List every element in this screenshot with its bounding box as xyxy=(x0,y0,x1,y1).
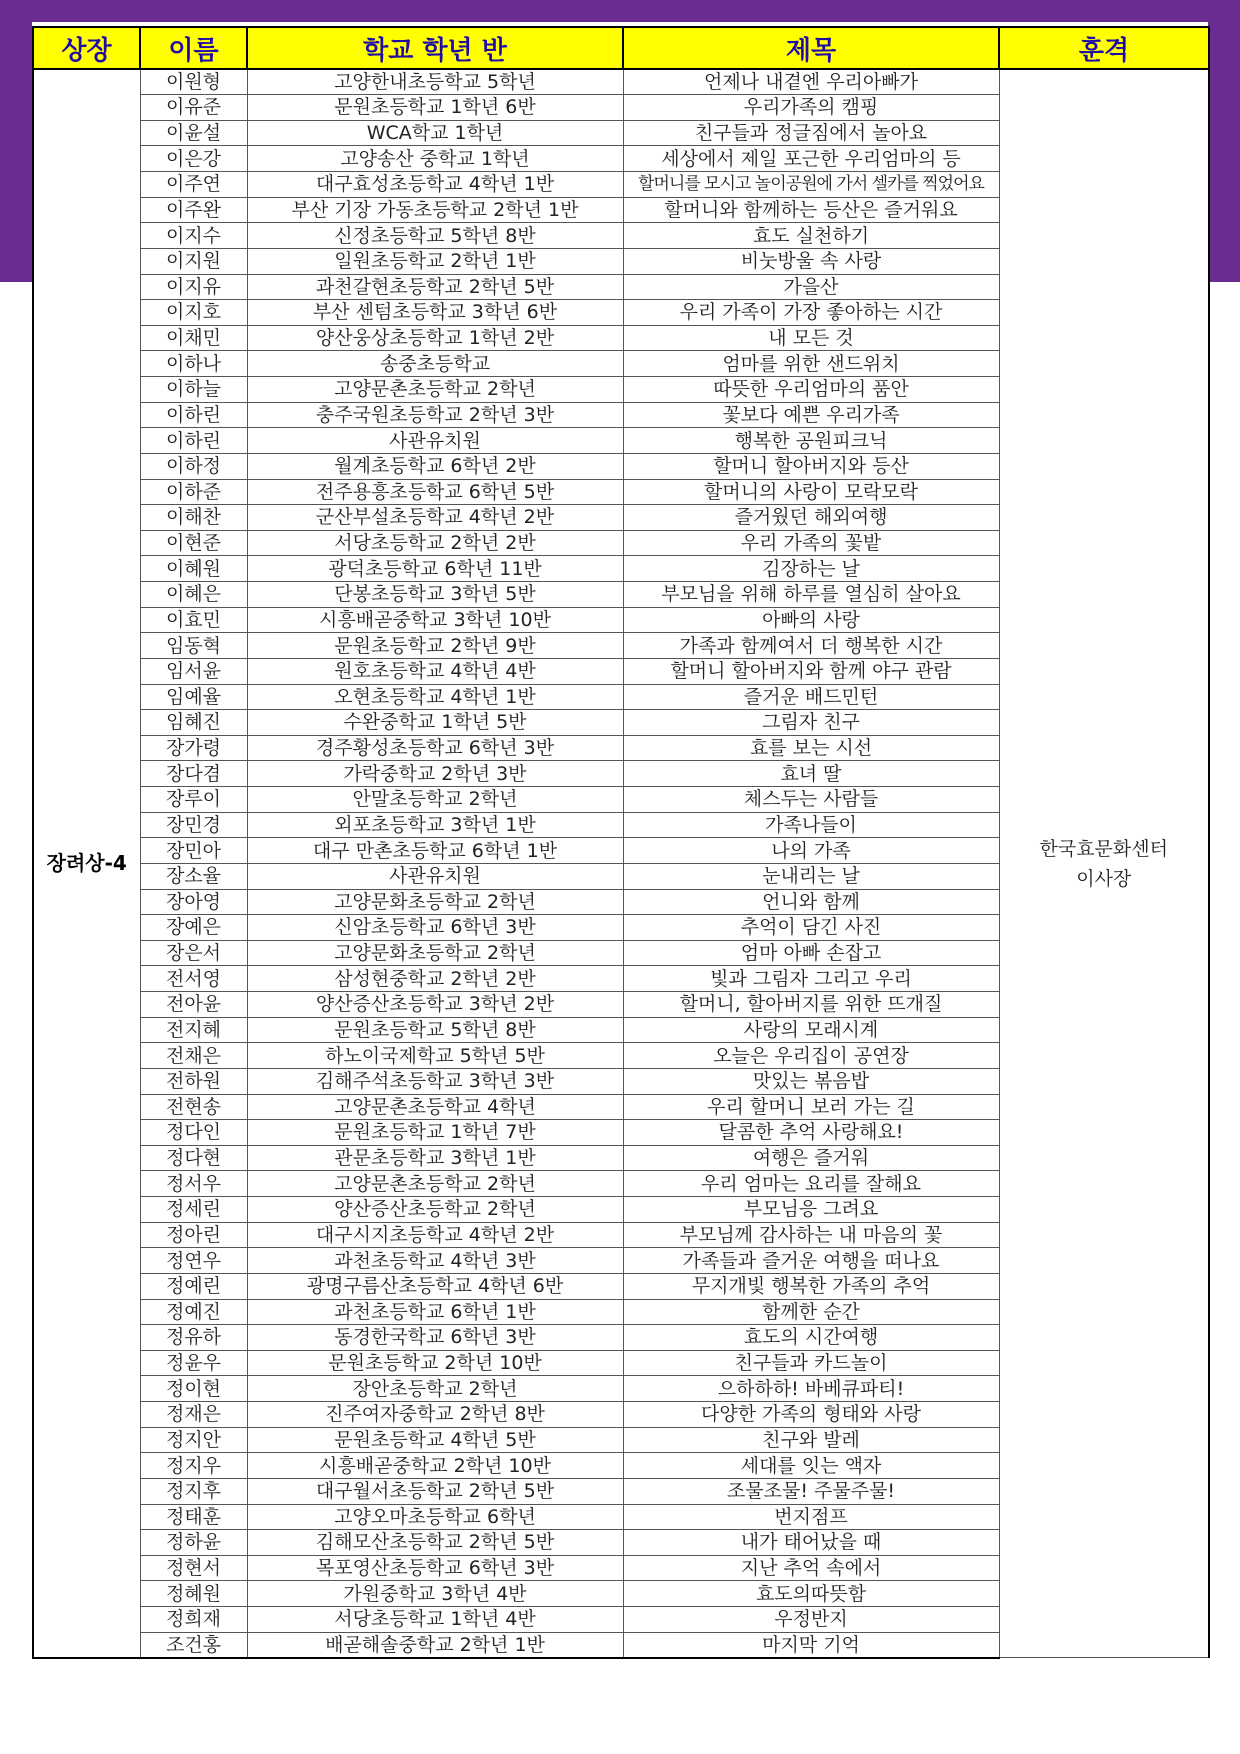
title-cell: 우리 엄마는 요리를 잘해요 xyxy=(623,1171,999,1197)
header-remark: 훈격 xyxy=(999,27,1209,69)
name-cell: 전서영 xyxy=(140,966,247,992)
name-cell: 이유준 xyxy=(140,95,247,121)
remark-position: 이사장 xyxy=(1076,867,1132,890)
name-cell: 전채은 xyxy=(140,1043,247,1069)
school-cell: 고양문화초등학교 2학년 xyxy=(247,940,623,966)
name-cell: 이주연 xyxy=(140,172,247,198)
title-cell: 할머니 할아버지와 함께 야구 관람 xyxy=(623,658,999,684)
title-cell: 꽃보다 예쁜 우리가족 xyxy=(623,402,999,428)
title-cell: 효녀 딸 xyxy=(623,761,999,787)
school-cell: 경주황성초등학교 6학년 3반 xyxy=(247,735,623,761)
school-cell: 사관유치원 xyxy=(247,863,623,889)
table-row xyxy=(33,69,1209,95)
school-cell: 가원중학교 3학년 4반 xyxy=(247,1581,623,1607)
title-cell: 으하하하! 바베큐파티! xyxy=(623,1376,999,1402)
name-cell: 정서우 xyxy=(140,1171,247,1197)
title-cell: 효도의 시간여행 xyxy=(623,1325,999,1351)
school-cell: 가락중학교 2학년 3반 xyxy=(247,761,623,787)
title-cell: 번지점프 xyxy=(623,1504,999,1530)
title-cell: 효도 실천하기 xyxy=(623,223,999,249)
header-award: 상장 xyxy=(33,27,140,69)
name-cell: 조건홍 xyxy=(140,1632,247,1658)
name-cell: 이지원 xyxy=(140,248,247,274)
school-cell: 전주용흥초등학교 6학년 5반 xyxy=(247,479,623,505)
school-cell: 월계초등학교 6학년 2반 xyxy=(247,453,623,479)
school-cell: 안말초등학교 2학년 xyxy=(247,787,623,813)
school-cell: 문원초등학교 2학년 10반 xyxy=(247,1350,623,1376)
name-cell: 정윤우 xyxy=(140,1350,247,1376)
school-cell: 진주여자중학교 2학년 8반 xyxy=(247,1402,623,1428)
school-cell: 과천갈현초등학교 2학년 5반 xyxy=(247,274,623,300)
school-cell: 동경한국학교 6학년 3반 xyxy=(247,1325,623,1351)
name-cell: 정지안 xyxy=(140,1427,247,1453)
name-cell: 정세린 xyxy=(140,1197,247,1223)
name-cell: 장민경 xyxy=(140,812,247,838)
title-cell: 따뜻한 우리엄마의 품안 xyxy=(623,377,999,403)
school-cell: 목포영산초등학교 6학년 3반 xyxy=(247,1555,623,1581)
title-cell: 우리 할머니 보러 가는 길 xyxy=(623,1094,999,1120)
school-cell: 문원초등학교 4학년 5반 xyxy=(247,1427,623,1453)
school-cell: 고양송산 중학교 1학년 xyxy=(247,146,623,172)
title-cell: 우리 가족의 꽃밭 xyxy=(623,530,999,556)
title-cell: 행복한 공원피크닉 xyxy=(623,428,999,454)
school-cell: 원호초등학교 4학년 4반 xyxy=(247,658,623,684)
school-cell: 서당초등학교 2학년 2반 xyxy=(247,530,623,556)
school-cell: 시흥배곧중학교 2학년 10반 xyxy=(247,1453,623,1479)
title-cell: 지난 추억 속에서 xyxy=(623,1555,999,1581)
name-cell: 이혜원 xyxy=(140,556,247,582)
name-cell: 장가령 xyxy=(140,735,247,761)
name-cell: 정지우 xyxy=(140,1453,247,1479)
title-cell: 김장하는 날 xyxy=(623,556,999,582)
title-cell: 가족들과 즐거운 여행을 떠나요 xyxy=(623,1248,999,1274)
school-cell: 양산증산초등학교 2학년 xyxy=(247,1197,623,1223)
title-cell: 부모님을 위해 하루를 열심히 살아요 xyxy=(623,582,999,608)
title-cell: 할머니, 할아버지를 위한 뜨개질 xyxy=(623,992,999,1018)
school-cell: 문원초등학교 1학년 7반 xyxy=(247,1120,623,1146)
school-cell: 오현초등학교 4학년 1반 xyxy=(247,684,623,710)
name-cell: 정태훈 xyxy=(140,1504,247,1530)
award-grade-cell: 장려상-4 xyxy=(33,69,140,1658)
title-cell: 즐거웠던 해외여행 xyxy=(623,505,999,531)
school-cell: 신정초등학교 5학년 8반 xyxy=(247,223,623,249)
name-cell: 전현송 xyxy=(140,1094,247,1120)
school-cell: 대구 만촌초등학교 6학년 1반 xyxy=(247,838,623,864)
name-cell: 장민아 xyxy=(140,838,247,864)
name-cell: 장예은 xyxy=(140,915,247,941)
title-cell: 내가 태어났을 때 xyxy=(623,1530,999,1556)
title-cell: 우정반지 xyxy=(623,1607,999,1633)
school-cell: 양산웅상초등학교 1학년 2반 xyxy=(247,325,623,351)
name-cell: 정다인 xyxy=(140,1120,247,1146)
name-cell: 이지수 xyxy=(140,223,247,249)
title-cell: 세대를 잇는 액자 xyxy=(623,1453,999,1479)
title-cell: 사랑의 모래시계 xyxy=(623,1017,999,1043)
school-cell: 배곧해솔중학교 2학년 1반 xyxy=(247,1632,623,1658)
title-cell: 친구들과 정글짐에서 놀아요 xyxy=(623,120,999,146)
school-cell: 대구효성초등학교 4학년 1반 xyxy=(247,172,623,198)
school-cell: 삼성현중학교 2학년 2반 xyxy=(247,966,623,992)
name-cell: 이지호 xyxy=(140,300,247,326)
school-cell: 대구월서초등학교 2학년 5반 xyxy=(247,1478,623,1504)
school-cell: 광덕초등학교 6학년 11반 xyxy=(247,556,623,582)
remark-organization: 한국효문화센터 xyxy=(1039,837,1168,860)
school-cell: 일원초등학교 2학년 1반 xyxy=(247,248,623,274)
title-cell: 우리 가족이 가장 좋아하는 시간 xyxy=(623,300,999,326)
school-cell: 부산 기장 가동초등학교 2학년 1반 xyxy=(247,197,623,223)
name-cell: 정희재 xyxy=(140,1607,247,1633)
name-cell: 정예진 xyxy=(140,1299,247,1325)
school-cell: 김해주석초등학교 3학년 3반 xyxy=(247,1068,623,1094)
school-cell: 고양문촌초등학교 2학년 xyxy=(247,1171,623,1197)
school-cell: 서당초등학교 1학년 4반 xyxy=(247,1607,623,1633)
school-cell: 신암초등학교 6학년 3반 xyxy=(247,915,623,941)
name-cell: 정지후 xyxy=(140,1478,247,1504)
title-cell: 가족과 함께여서 더 행복한 시간 xyxy=(623,633,999,659)
school-cell: 외포초등학교 3학년 1반 xyxy=(247,812,623,838)
title-cell: 맛있는 볶음밥 xyxy=(623,1068,999,1094)
name-cell: 이혜은 xyxy=(140,582,247,608)
name-cell: 전지혜 xyxy=(140,1017,247,1043)
title-cell: 할머니와 함께하는 등산은 즐거워요 xyxy=(623,197,999,223)
school-cell: 고양문촌초등학교 4학년 xyxy=(247,1094,623,1120)
school-cell: 고양오마초등학교 6학년 xyxy=(247,1504,623,1530)
school-cell: 고양한내초등학교 5학년 xyxy=(247,69,623,95)
name-cell: 장은서 xyxy=(140,940,247,966)
title-cell: 할머니의 사랑이 모락모락 xyxy=(623,479,999,505)
title-cell: 우리가족의 캠핑 xyxy=(623,95,999,121)
name-cell: 이효민 xyxy=(140,607,247,633)
name-cell: 정연우 xyxy=(140,1248,247,1274)
header-name: 이름 xyxy=(140,27,247,69)
name-cell: 이채민 xyxy=(140,325,247,351)
title-cell: 즐거운 배드민턴 xyxy=(623,684,999,710)
title-cell: 내 모든 것 xyxy=(623,325,999,351)
title-cell: 언니와 함께 xyxy=(623,889,999,915)
title-cell: 무지개빛 행복한 가족의 추억 xyxy=(623,1273,999,1299)
name-cell: 정이현 xyxy=(140,1376,247,1402)
title-cell: 나의 가족 xyxy=(623,838,999,864)
school-cell: 과천초등학교 6학년 1반 xyxy=(247,1299,623,1325)
name-cell: 이하늘 xyxy=(140,377,247,403)
title-cell: 빛과 그림자 그리고 우리 xyxy=(623,966,999,992)
title-cell: 엄마 아빠 손잡고 xyxy=(623,940,999,966)
school-cell: 하노이국제학교 5학년 5반 xyxy=(247,1043,623,1069)
award-table xyxy=(32,26,1210,1659)
title-cell: 할머니 할아버지와 등산 xyxy=(623,453,999,479)
school-cell: 장안초등학교 2학년 xyxy=(247,1376,623,1402)
name-cell: 임혜진 xyxy=(140,710,247,736)
title-cell: 함께한 순간 xyxy=(623,1299,999,1325)
school-cell: 군산부설초등학교 4학년 2반 xyxy=(247,505,623,531)
title-cell: 오늘은 우리집이 공연장 xyxy=(623,1043,999,1069)
name-cell: 이하정 xyxy=(140,453,247,479)
name-cell: 정하윤 xyxy=(140,1530,247,1556)
name-cell: 이해찬 xyxy=(140,505,247,531)
school-cell: WCA학교 1학년 xyxy=(247,120,623,146)
name-cell: 장소율 xyxy=(140,863,247,889)
school-cell: 고양문화초등학교 2학년 xyxy=(247,889,623,915)
title-cell: 여행은 즐거워 xyxy=(623,1145,999,1171)
name-cell: 이하준 xyxy=(140,479,247,505)
name-cell: 임동혁 xyxy=(140,633,247,659)
title-cell: 비눗방울 속 사랑 xyxy=(623,248,999,274)
title-cell: 눈내리는 날 xyxy=(623,863,999,889)
header-row xyxy=(33,27,1209,69)
name-cell: 장루이 xyxy=(140,787,247,813)
school-cell: 수완중학교 1학년 5반 xyxy=(247,710,623,736)
school-cell: 송중초등학교 xyxy=(247,351,623,377)
title-cell: 가을산 xyxy=(623,274,999,300)
school-cell: 광명구름산초등학교 4학년 6반 xyxy=(247,1273,623,1299)
header-title: 제목 xyxy=(623,27,999,69)
school-cell: 김해모산초등학교 2학년 5반 xyxy=(247,1530,623,1556)
title-cell: 부모님응 그려요 xyxy=(623,1197,999,1223)
school-cell: 양산증산초등학교 3학년 2반 xyxy=(247,992,623,1018)
name-cell: 전아윤 xyxy=(140,992,247,1018)
name-cell: 이은강 xyxy=(140,146,247,172)
title-cell: 친구들과 카드놀이 xyxy=(623,1350,999,1376)
name-cell: 정혜원 xyxy=(140,1581,247,1607)
title-cell: 친구와 발레 xyxy=(623,1427,999,1453)
title-cell: 가족나들이 xyxy=(623,812,999,838)
name-cell: 이하린 xyxy=(140,402,247,428)
title-cell: 부모님께 감사하는 내 마음의 꽃 xyxy=(623,1222,999,1248)
name-cell: 임서윤 xyxy=(140,658,247,684)
title-cell: 언제나 내곁엔 우리아빠가 xyxy=(623,69,999,95)
title-cell: 체스두는 사람들 xyxy=(623,787,999,813)
school-cell: 시흥배곧중학교 3학년 10반 xyxy=(247,607,623,633)
name-cell: 이지유 xyxy=(140,274,247,300)
school-cell: 관문초등학교 3학년 1반 xyxy=(247,1145,623,1171)
name-cell: 정아린 xyxy=(140,1222,247,1248)
name-cell: 이하나 xyxy=(140,351,247,377)
header-school: 학교 학년 반 xyxy=(247,27,623,69)
title-cell: 다양한 가족의 형태와 사랑 xyxy=(623,1402,999,1428)
school-cell: 문원초등학교 2학년 9반 xyxy=(247,633,623,659)
name-cell: 정유하 xyxy=(140,1325,247,1351)
title-cell: 조물조물! 주물주물! xyxy=(623,1478,999,1504)
school-cell: 문원초등학교 5학년 8반 xyxy=(247,1017,623,1043)
name-cell: 장다겸 xyxy=(140,761,247,787)
name-cell: 이현준 xyxy=(140,530,247,556)
title-cell: 달콤한 추억 사랑해요! xyxy=(623,1120,999,1146)
title-cell: 세상에서 제일 포근한 우리엄마의 등 xyxy=(623,146,999,172)
school-cell: 단봉초등학교 3학년 5반 xyxy=(247,582,623,608)
title-cell: 그림자 친구 xyxy=(623,710,999,736)
name-cell: 이하린 xyxy=(140,428,247,454)
school-cell: 과천초등학교 4학년 3반 xyxy=(247,1248,623,1274)
remark-cell xyxy=(999,69,1209,1658)
title-cell: 엄마를 위한 샌드위치 xyxy=(623,351,999,377)
name-cell: 임예율 xyxy=(140,684,247,710)
school-cell: 부산 센텀초등학교 3학년 6반 xyxy=(247,300,623,326)
title-cell: 효도의따뜻함 xyxy=(623,1581,999,1607)
name-cell: 이주완 xyxy=(140,197,247,223)
title-cell: 아빠의 사랑 xyxy=(623,607,999,633)
title-cell: 마지막 기억 xyxy=(623,1632,999,1658)
title-cell: 추억이 담긴 사진 xyxy=(623,915,999,941)
school-cell: 고양문촌초등학교 2학년 xyxy=(247,377,623,403)
name-cell: 정다현 xyxy=(140,1145,247,1171)
school-cell: 사관유치원 xyxy=(247,428,623,454)
name-cell: 전하원 xyxy=(140,1068,247,1094)
name-cell: 정현서 xyxy=(140,1555,247,1581)
name-cell: 이윤설 xyxy=(140,120,247,146)
school-cell: 대구시지초등학교 4학년 2반 xyxy=(247,1222,623,1248)
title-cell: 할머니를 모시고 놀이공원에 가서 셀카를 찍었어요 xyxy=(623,172,999,198)
title-cell: 효를 보는 시선 xyxy=(623,735,999,761)
name-cell: 정예린 xyxy=(140,1273,247,1299)
name-cell: 장아영 xyxy=(140,889,247,915)
name-cell: 이원형 xyxy=(140,69,247,95)
school-cell: 문원초등학교 1학년 6반 xyxy=(247,95,623,121)
name-cell: 정재은 xyxy=(140,1402,247,1428)
school-cell: 충주국원초등학교 2학년 3반 xyxy=(247,402,623,428)
